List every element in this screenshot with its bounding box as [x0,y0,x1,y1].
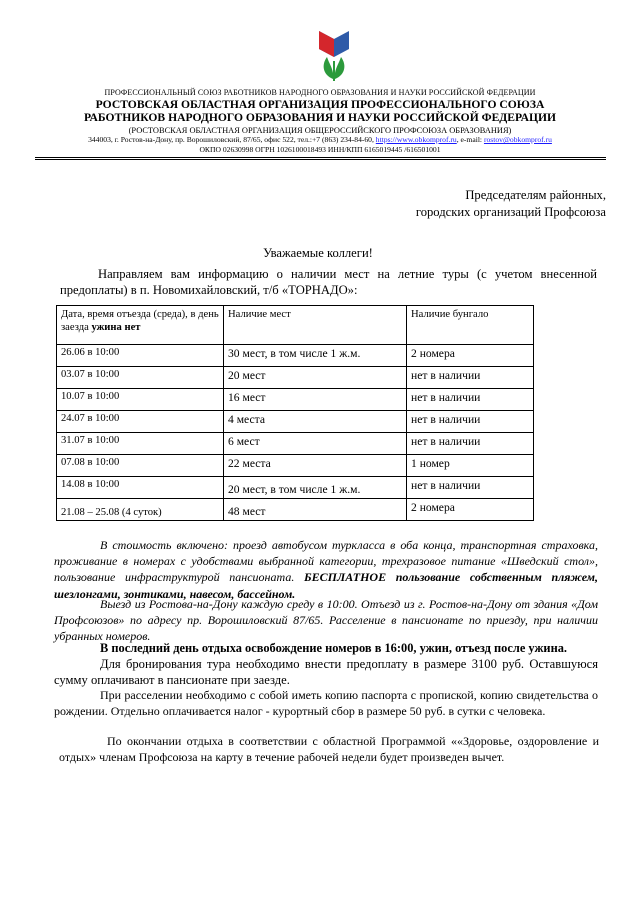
places-cell: 48 мест [224,499,407,521]
col-date-header-text: Дата, время отъезда (среда), в день заезда [61,309,219,334]
places-cell: 30 мест, в том числе 1 ж.м. [224,345,407,367]
contact-line [60,136,580,144]
date-cell: 07.08 в 10:00 [57,455,224,477]
table-row [57,411,534,433]
table-row [57,433,534,455]
places-cell: 22 места [224,455,407,477]
date-cell: 24.07 в 10:00 [57,411,224,433]
included-text: В стоимость включено: проезд автобусом туркласса в оба конца, транспортная страховка, проживание в номерах с удобствами выбранной категории, трехразовое питание «Шведский стол», пользование инфраструктурой пансионата. [54,538,598,585]
departure-paragraph: Выезд из Ростова-на-Дону каждую среду в 10:00. Отъезд из г. Ростов-на-Дону от здания «Дом Профсоюзов» по адресу пр. Ворошиловский 87/65. Расселение в пансионате по приезду, при наличии убранных номеров. [54,597,598,644]
table-row [57,389,534,411]
union-logo-icon [313,27,355,83]
org-alt-name: (РОСТОВСКАЯ ОБЛАСТНАЯ ОРГАНИЗАЦИЯ ОБЩЕРОССИЙСКОГО ПРОФСОЮЗА ОБРАЗОВАНИЯ) [128,126,512,135]
col-date-header [57,306,224,345]
bungalow-cell: нет в наличии [407,389,534,411]
table-row [57,455,534,477]
places-cell: 6 мест [224,433,407,455]
table-row [57,477,534,499]
col-places-header: Наличие мест [224,306,407,345]
addressee-block [416,187,606,221]
header-divider [35,157,606,158]
addressee-line2: городских организаций Профсоюза [415,205,606,219]
org-name-line1: РОСТОВСКАЯ ОБЛАСТНАЯ ОРГАНИЗАЦИЯ ПРОФЕССИОНАЛЬНОГО СОЮЗА [95,98,545,111]
org-name-line2: РАБОТНИКОВ НАРОДНОГО ОБРАЗОВАНИЯ И НАУКИ РОССИЙСКОЙ ФЕДЕРАЦИИ [83,111,557,124]
address-text: 344003, г. Ростов-на-Дону, пр. Ворошиловский, 87/65, офис 522, тел.:+7 (863) 234-84-60, [88,135,374,144]
email-link[interactable]: rostov@obkomprof.ru [483,135,552,144]
date-cell: 14.08 в 10:00 [57,477,224,499]
included-paragraph [54,537,598,602]
header-divider-second [35,159,606,160]
col-date-header-bold: ужина нет [91,322,141,334]
addressee-line1: Председателям районных, [465,188,606,202]
places-cell: 16 мест [224,389,407,411]
date-cell: 26.06 в 10:00 [57,345,224,367]
bungalow-cell: 2 номера [407,345,534,367]
deduction-paragraph: По окончании отдыха в соответствии с областной Программой ««Здоровье, оздоровление и отдых» членам Профсоюза на карту в течение рабочей недели будет произведен вычет. [59,734,599,764]
residence-paragraph: При расселении необходимо с собой иметь копию паспорта с пропиской, копию свидетельства о рождении. Отдельно оплачивается налог - курортный сбор в размере 50 руб. в сутки с человека. [54,688,598,718]
booking-paragraph: Для бронирования тура необходимо внести предоплату в размере 3100 руб. Оставшуюся сумму оплачивают в пансионате при заезде. [54,657,598,688]
registry-line: ОКПО 02630998 ОГРН 1026100018493 ИНН/КПП 6165019445 /616501001 [199,145,441,154]
places-cell: 20 мест [224,367,407,389]
greeting: Уважаемые коллеги! [263,246,373,260]
last-day-paragraph: В последний день отдыха освобождение номеров в 16:00, ужин, отъезд после ужина. [100,641,568,655]
places-cell: 20 мест, в том числе 1 ж.м. [224,477,407,499]
tour-availability-table [56,305,534,521]
website-link[interactable]: https://www.obkomprof.ru [375,135,457,144]
date-cell: 03.07 в 10:00 [57,367,224,389]
table-row [57,345,534,367]
intro-paragraph: Направляем вам информацию о наличии мест на летние туры (с учетом внесенной предоплаты) в п. Новомихайловский, т/б «ТОРНАДО»: [60,267,597,298]
bungalow-cell: нет в наличии [407,411,534,433]
bungalow-cell: 1 номер [407,455,534,477]
free-amenities-text: БЕСПЛАТНОЕ пользование собственным пляжем, шезлонгами, зонтиками, навесом, бассейном. [54,570,599,601]
bungalow-cell: нет в наличии [407,433,534,455]
bungalow-cell: нет в наличии [407,477,534,499]
email-label: , e-mail: [456,135,483,144]
date-cell: 21.08 – 25.08 (4 суток) [57,499,224,521]
table-row [57,499,534,521]
col-bungalow-header: Наличие бунгало [407,306,534,345]
table-row [57,367,534,389]
date-cell: 10.07 в 10:00 [57,389,224,411]
places-cell: 4 места [224,411,407,433]
union-name-line: ПРОФЕССИОНАЛЬНЫЙ СОЮЗ РАБОТНИКОВ НАРОДНОГО ОБРАЗОВАНИЯ И НАУКИ РОССИЙСКОЙ ФЕДЕРАЦИИ [104,88,536,97]
bungalow-cell: нет в наличии [407,367,534,389]
bungalow-cell: 2 номера [407,499,534,521]
date-cell: 31.07 в 10:00 [57,433,224,455]
table-header-row [57,306,534,345]
